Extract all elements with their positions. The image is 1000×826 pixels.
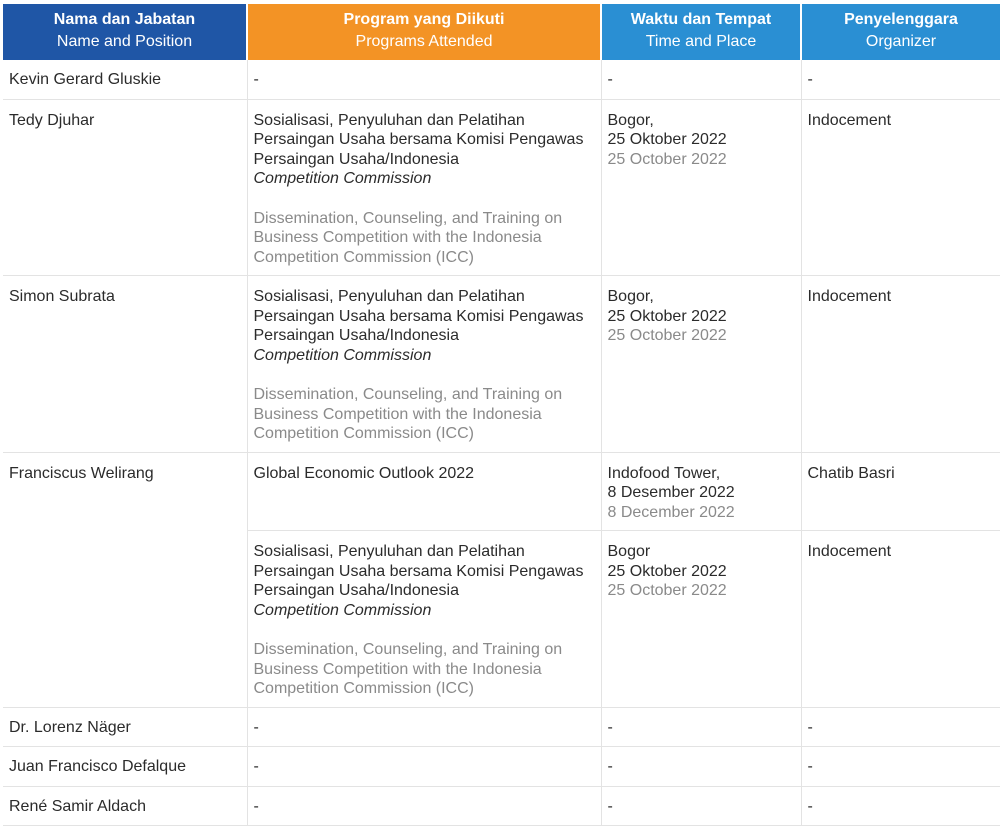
cell-time-place — [601, 276, 801, 453]
date-en: 25 October 2022 — [607, 150, 727, 168]
cell-organizer: Chatib Basri — [801, 452, 1000, 531]
cell-name: René Samir Aldach — [3, 786, 247, 826]
program-text-id-italic: Competition Commission — [253, 601, 432, 619]
cell-program: Global Economic Outlook 2022 — [247, 452, 601, 531]
cell-program: - — [247, 60, 601, 99]
program-text-id-italic: Competition Commission — [253, 346, 432, 364]
cell-time-place: - — [601, 747, 801, 787]
cell-time-place: - — [601, 707, 801, 747]
header-organizer — [801, 4, 1000, 60]
cell-organizer: - — [801, 747, 1000, 787]
table-row — [3, 452, 1000, 531]
header-name-position — [3, 4, 247, 60]
cell-organizer: Indocement — [801, 276, 1000, 453]
cell-name: Dr. Lorenz Näger — [3, 707, 247, 747]
cell-name: Tedy Djuhar — [3, 99, 247, 276]
cell-time-place — [601, 452, 801, 531]
date-id: 8 Desember 2022 — [607, 484, 735, 501]
program-text-id: Sosialisasi, Penyuluhan dan Pelatihan Persaingan Usaha bersama Komisi Pengawas Persaingan Usaha/Indonesia — [253, 543, 584, 599]
date-en: 25 October 2022 — [607, 582, 727, 599]
cell-program — [247, 276, 601, 453]
date-en: 25 October 2022 — [607, 327, 727, 344]
training-table — [3, 4, 1000, 826]
cell-program — [247, 531, 601, 708]
date-id: 25 Oktober 2022 — [607, 307, 727, 325]
cell-time-place: - — [601, 786, 801, 826]
cell-program: - — [247, 747, 601, 787]
cell-organizer: - — [801, 786, 1000, 826]
place: Bogor — [607, 543, 651, 560]
date-en: 8 December 2022 — [607, 503, 735, 521]
cell-organizer: - — [801, 707, 1000, 747]
cell-program: - — [247, 786, 601, 826]
cell-organizer: Indocement — [801, 531, 1000, 708]
cell-organizer: Indocement — [801, 99, 1000, 276]
table-row — [3, 747, 1000, 787]
place: Bogor, — [607, 111, 654, 129]
date-id: 25 Oktober 2022 — [607, 562, 727, 580]
table-row — [3, 276, 1000, 453]
header-label-en: Time and Place — [645, 33, 757, 50]
header-label-en: Organizer — [865, 33, 937, 50]
program-text-id: Sosialisasi, Penyuluhan dan Pelatihan Persaingan Usaha bersama Komisi Pengawas Persaingan Usaha/Indonesia — [253, 288, 584, 344]
header-label-en: Programs Attended — [355, 33, 493, 50]
header-row — [3, 4, 1000, 60]
cell-program: - — [247, 707, 601, 747]
header-label-id: Nama dan Jabatan — [53, 11, 196, 28]
cell-program — [247, 99, 601, 276]
cell-time-place — [601, 531, 801, 708]
cell-name: Kevin Gerard Gluskie — [3, 60, 247, 99]
program-text-en: Dissemination, Counseling, and Training on Business Competition with the Indonesia Competition Commission (ICC) — [253, 386, 563, 442]
header-programs — [247, 4, 601, 60]
table-row — [3, 707, 1000, 747]
cell-name: Juan Francisco Defalque — [3, 747, 247, 787]
cell-time-place: - — [601, 60, 801, 99]
program-text-en: Dissemination, Counseling, and Training on Business Competition with the Indonesia Competition Commission (ICC) — [253, 209, 563, 266]
cell-name: Franciscus Welirang — [3, 452, 247, 707]
program-text-en: Dissemination, Counseling, and Training on Business Competition with the Indonesia Competition Commission (ICC) — [253, 641, 563, 697]
header-label-id: Waktu dan Tempat — [630, 11, 772, 28]
place: Indofood Tower, — [607, 464, 721, 482]
table-row — [3, 60, 1000, 99]
header-time-place — [601, 4, 801, 60]
header-label-id: Penyelenggara — [844, 11, 958, 28]
cell-organizer: - — [801, 60, 1000, 99]
program-text-id: Sosialisasi, Penyuluhan dan Pelatihan Persaingan Usaha bersama Komisi Pengawas Persaingan Usaha/Indonesia — [253, 111, 584, 168]
header-label-id: Program yang Diikuti — [343, 11, 505, 28]
table-row — [3, 786, 1000, 826]
program-text-id-italic: Competition Commission — [253, 170, 432, 187]
place: Bogor, — [607, 288, 654, 305]
cell-name: Simon Subrata — [3, 276, 247, 453]
date-id: 25 Oktober 2022 — [607, 131, 727, 148]
header-label-en: Name and Position — [56, 33, 193, 50]
table-row — [3, 99, 1000, 276]
cell-time-place — [601, 99, 801, 276]
